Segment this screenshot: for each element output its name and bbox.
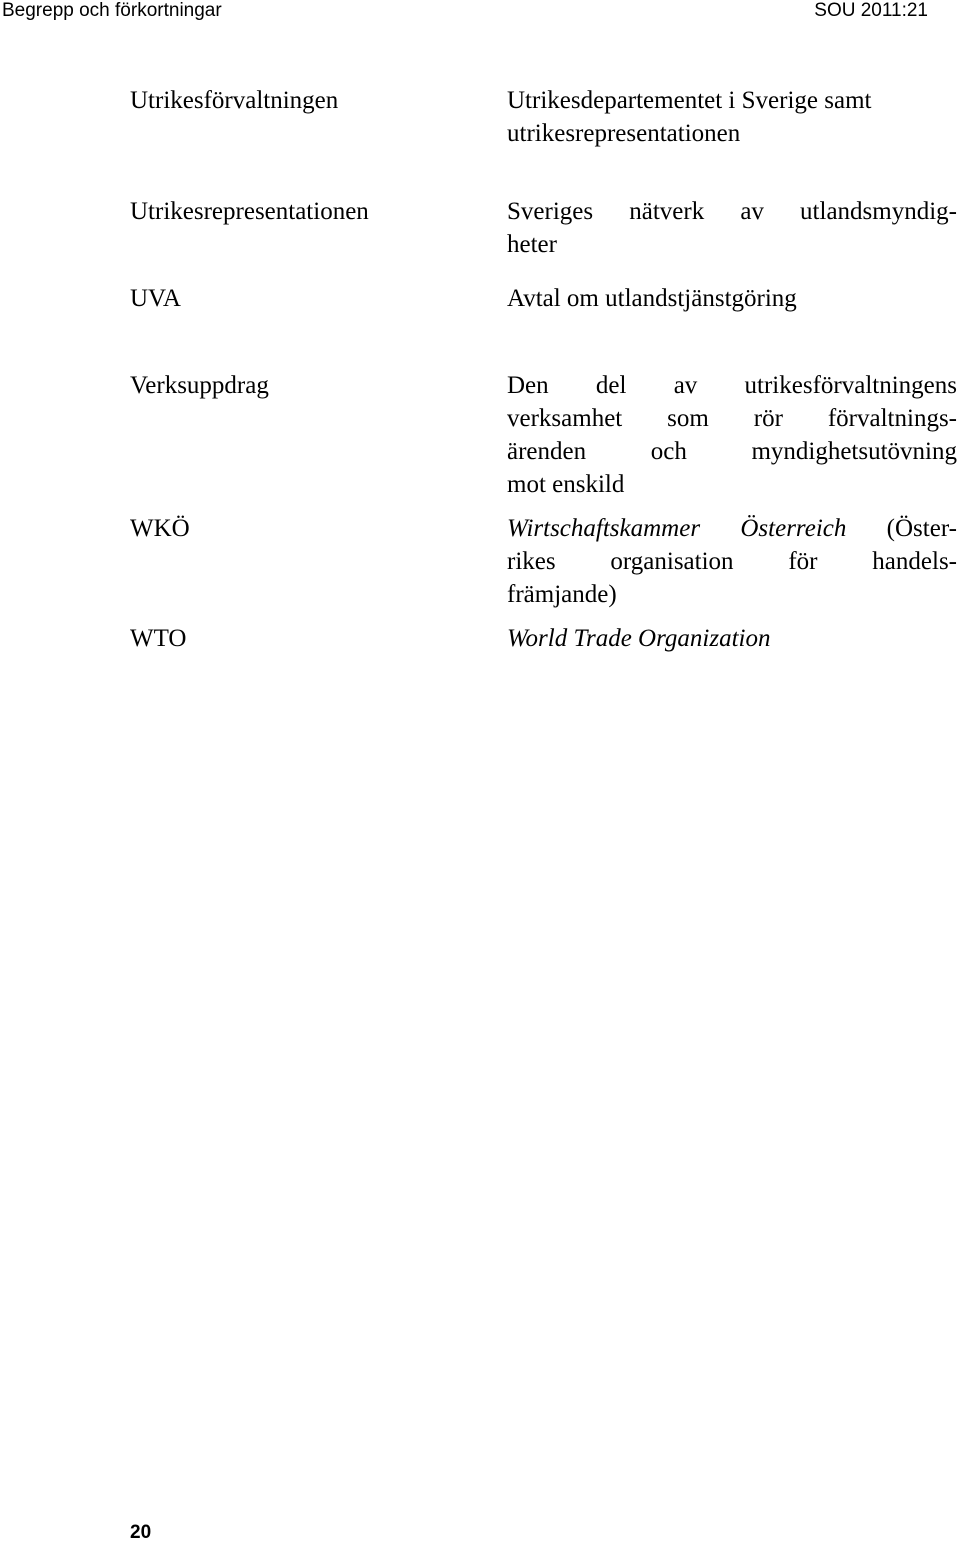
definition-line: verksamhet som rör förvaltnings- [507, 405, 957, 432]
definition-line: Avtal om utlandstjänstgöring [507, 285, 797, 312]
term: Utrikesrepresentationen [130, 198, 369, 225]
running-header [0, 0, 960, 22]
term: Verksuppdrag [130, 372, 269, 399]
page-number: 20 [130, 1522, 152, 1543]
term: WTO [130, 625, 187, 652]
term: WKÖ [130, 515, 190, 542]
definition-italic: World Trade Organization [507, 625, 771, 652]
definition-line: främjande) [507, 581, 617, 608]
definition-italic: Wirtschaftskammer Österreich [507, 515, 847, 542]
definition-line: heter [507, 231, 557, 258]
definition-line: rikes organisation för handels- [507, 548, 957, 575]
term: UVA [130, 285, 181, 312]
definition-line: Utrikesdepartementet i Sverige samt [507, 87, 872, 114]
definition [507, 195, 957, 261]
definition-line: ärenden och myndighetsutövning [507, 438, 957, 465]
definition-line: mot enskild [507, 471, 625, 498]
section-title: Begrepp och förkortningar [2, 0, 222, 21]
definition [507, 512, 957, 611]
definition-line-rest: (Öster- [846, 515, 957, 542]
definition-line: Den del av utrikesförvaltningens [507, 372, 957, 399]
definition-line: Sveriges nätverk av utlandsmyndig- [507, 198, 957, 225]
definition [507, 622, 957, 655]
definition [507, 369, 957, 501]
term: Utrikesförvaltningen [130, 87, 339, 114]
report-id: SOU 2011:21 [814, 0, 928, 21]
definition [507, 282, 957, 315]
definition-line: utrikesrepresentationen [507, 120, 741, 147]
definition [507, 84, 957, 150]
definition-line [507, 512, 957, 545]
